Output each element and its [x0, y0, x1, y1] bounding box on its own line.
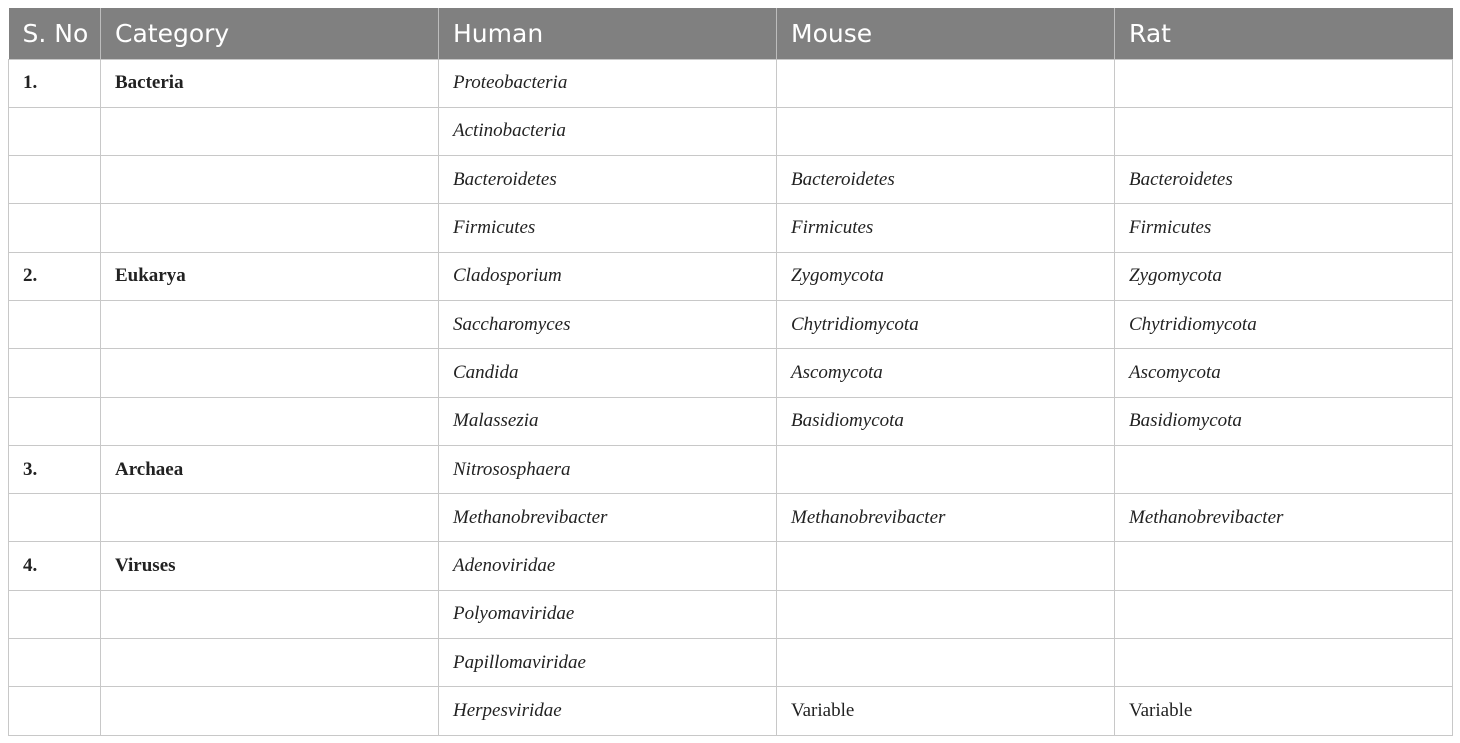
cell-category — [101, 639, 439, 687]
cell-rat: Variable — [1115, 687, 1453, 735]
cell-mouse — [777, 639, 1115, 687]
cell-rat — [1115, 59, 1453, 107]
cell-rat: Basidiomycota — [1115, 397, 1453, 445]
cell-category — [101, 107, 439, 155]
cell-mouse — [777, 107, 1115, 155]
cell-mouse: Ascomycota — [777, 349, 1115, 397]
cell-category — [101, 397, 439, 445]
cell-category: Viruses — [101, 542, 439, 590]
header-mouse: Mouse — [777, 8, 1115, 59]
table-row — [9, 252, 1453, 300]
cell-mouse: Basidiomycota — [777, 397, 1115, 445]
cell-rat: Bacteroidetes — [1115, 156, 1453, 204]
cell-category: Eukarya — [101, 252, 439, 300]
table-row — [9, 204, 1453, 252]
header-category: Category — [101, 8, 439, 59]
cell-sno: 4. — [9, 542, 101, 590]
cell-sno — [9, 590, 101, 638]
cell-human: Proteobacteria — [439, 59, 777, 107]
cell-sno: 1. — [9, 59, 101, 107]
table-row — [9, 397, 1453, 445]
cell-category — [101, 300, 439, 348]
table-row — [9, 445, 1453, 493]
table-row — [9, 300, 1453, 348]
table-body — [9, 59, 1453, 735]
table-row — [9, 542, 1453, 590]
cell-mouse — [777, 445, 1115, 493]
cell-sno — [9, 156, 101, 204]
microbiome-table — [8, 8, 1453, 736]
cell-rat: Zygomycota — [1115, 252, 1453, 300]
header-row — [9, 8, 1453, 59]
cell-category — [101, 349, 439, 397]
cell-human: Firmicutes — [439, 204, 777, 252]
microbiome-table-container — [8, 8, 1452, 736]
cell-sno — [9, 300, 101, 348]
cell-human: Polyomaviridae — [439, 590, 777, 638]
cell-sno — [9, 494, 101, 542]
header-human: Human — [439, 8, 777, 59]
cell-sno: 2. — [9, 252, 101, 300]
cell-sno — [9, 639, 101, 687]
cell-rat — [1115, 639, 1453, 687]
cell-sno: 3. — [9, 445, 101, 493]
header-rat: Rat — [1115, 8, 1453, 59]
cell-sno — [9, 107, 101, 155]
cell-human: Herpesviridae — [439, 687, 777, 735]
cell-human: Methanobrevibacter — [439, 494, 777, 542]
cell-category: Archaea — [101, 445, 439, 493]
table-header — [9, 8, 1453, 59]
cell-human: Adenoviridae — [439, 542, 777, 590]
cell-category: Bacteria — [101, 59, 439, 107]
cell-rat — [1115, 107, 1453, 155]
cell-mouse: Firmicutes — [777, 204, 1115, 252]
cell-rat — [1115, 590, 1453, 638]
cell-mouse — [777, 542, 1115, 590]
cell-sno — [9, 349, 101, 397]
cell-mouse: Bacteroidetes — [777, 156, 1115, 204]
cell-human: Malassezia — [439, 397, 777, 445]
cell-mouse — [777, 590, 1115, 638]
cell-rat: Ascomycota — [1115, 349, 1453, 397]
cell-human: Candida — [439, 349, 777, 397]
table-row — [9, 349, 1453, 397]
table-row — [9, 494, 1453, 542]
cell-human: Actinobacteria — [439, 107, 777, 155]
cell-human: Bacteroidetes — [439, 156, 777, 204]
cell-rat — [1115, 542, 1453, 590]
cell-mouse: Chytridiomycota — [777, 300, 1115, 348]
cell-rat — [1115, 445, 1453, 493]
cell-human: Saccharomyces — [439, 300, 777, 348]
cell-rat: Methanobrevibacter — [1115, 494, 1453, 542]
table-row — [9, 107, 1453, 155]
cell-category — [101, 204, 439, 252]
table-row — [9, 639, 1453, 687]
cell-category — [101, 687, 439, 735]
table-row — [9, 687, 1453, 735]
cell-sno — [9, 687, 101, 735]
cell-sno — [9, 204, 101, 252]
cell-sno — [9, 397, 101, 445]
cell-category — [101, 494, 439, 542]
cell-rat: Chytridiomycota — [1115, 300, 1453, 348]
cell-human: Papillomaviridae — [439, 639, 777, 687]
table-row — [9, 59, 1453, 107]
cell-mouse: Methanobrevibacter — [777, 494, 1115, 542]
table-row — [9, 156, 1453, 204]
cell-category — [101, 590, 439, 638]
table-row — [9, 590, 1453, 638]
cell-human: Cladosporium — [439, 252, 777, 300]
cell-category — [101, 156, 439, 204]
cell-mouse: Variable — [777, 687, 1115, 735]
cell-rat: Firmicutes — [1115, 204, 1453, 252]
header-sno: S. No — [22, 18, 89, 48]
cell-human: Nitrososphaera — [439, 445, 777, 493]
cell-mouse — [777, 59, 1115, 107]
cell-mouse: Zygomycota — [777, 252, 1115, 300]
